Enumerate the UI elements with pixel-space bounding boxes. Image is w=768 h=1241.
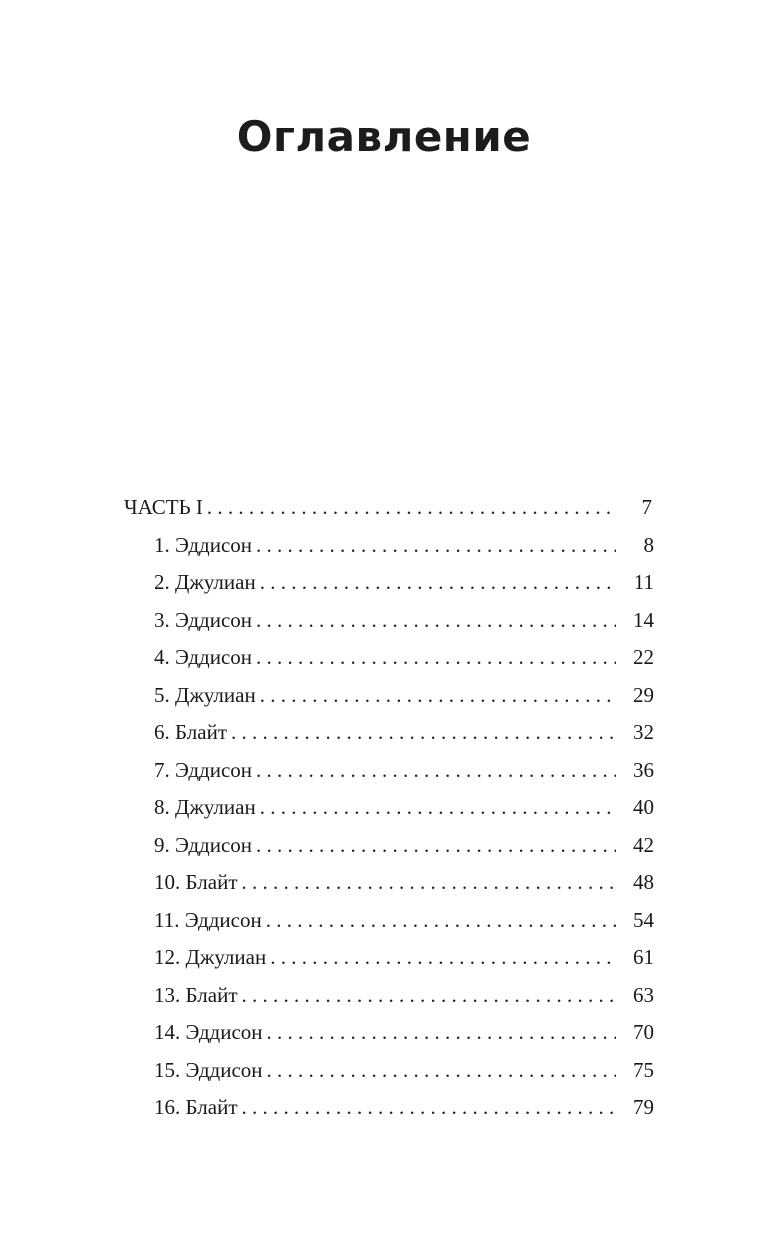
dot-leader: [267, 1055, 616, 1085]
toc-part-1[interactable]: [124, 492, 652, 522]
dot-leader: [256, 642, 616, 672]
toc-chapter-9[interactable]: [154, 830, 654, 860]
toc-entry-page: 40: [633, 795, 654, 819]
toc-entry-page: 8: [643, 533, 654, 557]
dot-leader: [242, 980, 617, 1010]
dot-leader: [270, 942, 616, 972]
dot-leader: [242, 867, 617, 897]
toc-entry-label: 8. Джулиан: [154, 795, 256, 819]
dot-leader: [266, 905, 616, 935]
toc-chapter-13[interactable]: [154, 980, 654, 1010]
toc-entry-label: 2. Джулиан: [154, 570, 256, 594]
toc-entry-page: 54: [633, 908, 654, 932]
toc-chapter-2[interactable]: [154, 567, 654, 597]
toc-chapter-3[interactable]: [154, 605, 654, 635]
page-title: Оглавление: [236, 112, 532, 161]
dot-leader: [260, 792, 616, 822]
dot-leader: [256, 830, 616, 860]
toc-entry-page: 63: [633, 983, 654, 1007]
toc-chapter-12[interactable]: [154, 942, 654, 972]
dot-leader: [242, 1092, 617, 1122]
dot-leader: [267, 1017, 616, 1047]
toc-chapter-8[interactable]: [154, 792, 654, 822]
toc-entry-label: 6. Блайт: [154, 720, 227, 744]
toc-entry-label: 13. Блайт: [154, 983, 238, 1007]
toc-entry-label: 15. Эддисон: [154, 1058, 263, 1082]
toc-chapter-10[interactable]: [154, 867, 654, 897]
toc-entry-page: 42: [633, 833, 654, 857]
toc-chapter-4[interactable]: [154, 642, 654, 672]
toc-entry-label: 11. Эддисон: [154, 908, 262, 932]
toc-entry-label: 5. Джулиан: [154, 683, 256, 707]
toc-entry-page: 79: [633, 1095, 654, 1119]
toc-chapter-7[interactable]: [154, 755, 654, 785]
toc-chapter-11[interactable]: [154, 905, 654, 935]
toc-chapter-6[interactable]: [154, 717, 654, 747]
toc-entry-page: 75: [633, 1058, 654, 1082]
toc-entry-label: ЧАСТЬ I: [124, 495, 203, 519]
dot-leader: [256, 530, 616, 560]
toc-entry-page: 22: [633, 645, 654, 669]
toc-entry-page: 48: [633, 870, 654, 894]
toc-chapter-16[interactable]: [154, 1092, 654, 1122]
toc-entry-label: 1. Эддисон: [154, 533, 253, 557]
dot-leader: [207, 492, 614, 522]
toc-entry-page: 11: [633, 570, 654, 594]
dot-leader: [256, 605, 616, 635]
toc-entry-label: 7. Эддисон: [154, 758, 253, 782]
toc-entry-page: 36: [633, 758, 654, 782]
toc-entry-label: 4. Эддисон: [154, 645, 253, 669]
toc-entry-page: 7: [641, 495, 652, 519]
toc-entry-page: 61: [633, 945, 654, 969]
dot-leader: [260, 680, 616, 710]
dot-leader: [231, 717, 616, 747]
toc-chapter-1[interactable]: [154, 530, 654, 560]
toc-entry-label: 9. Эддисон: [154, 833, 253, 857]
toc-entry-label: 12. Джулиан: [154, 945, 267, 969]
toc-chapter-15[interactable]: [154, 1055, 654, 1085]
dot-leader: [260, 567, 616, 597]
toc-entry-page: 32: [633, 720, 654, 744]
toc-entry-page: 14: [633, 608, 654, 632]
toc-entry-page: 70: [633, 1020, 654, 1044]
toc-chapter-14[interactable]: [154, 1017, 654, 1047]
toc-entry-label: 10. Блайт: [154, 870, 238, 894]
dot-leader: [256, 755, 616, 785]
toc-entry-page: 29: [633, 683, 654, 707]
toc-chapter-5[interactable]: [154, 680, 654, 710]
toc-entry-label: 3. Эддисон: [154, 608, 253, 632]
toc-entry-label: 16. Блайт: [154, 1095, 238, 1119]
toc-entry-label: 14. Эддисон: [154, 1020, 263, 1044]
